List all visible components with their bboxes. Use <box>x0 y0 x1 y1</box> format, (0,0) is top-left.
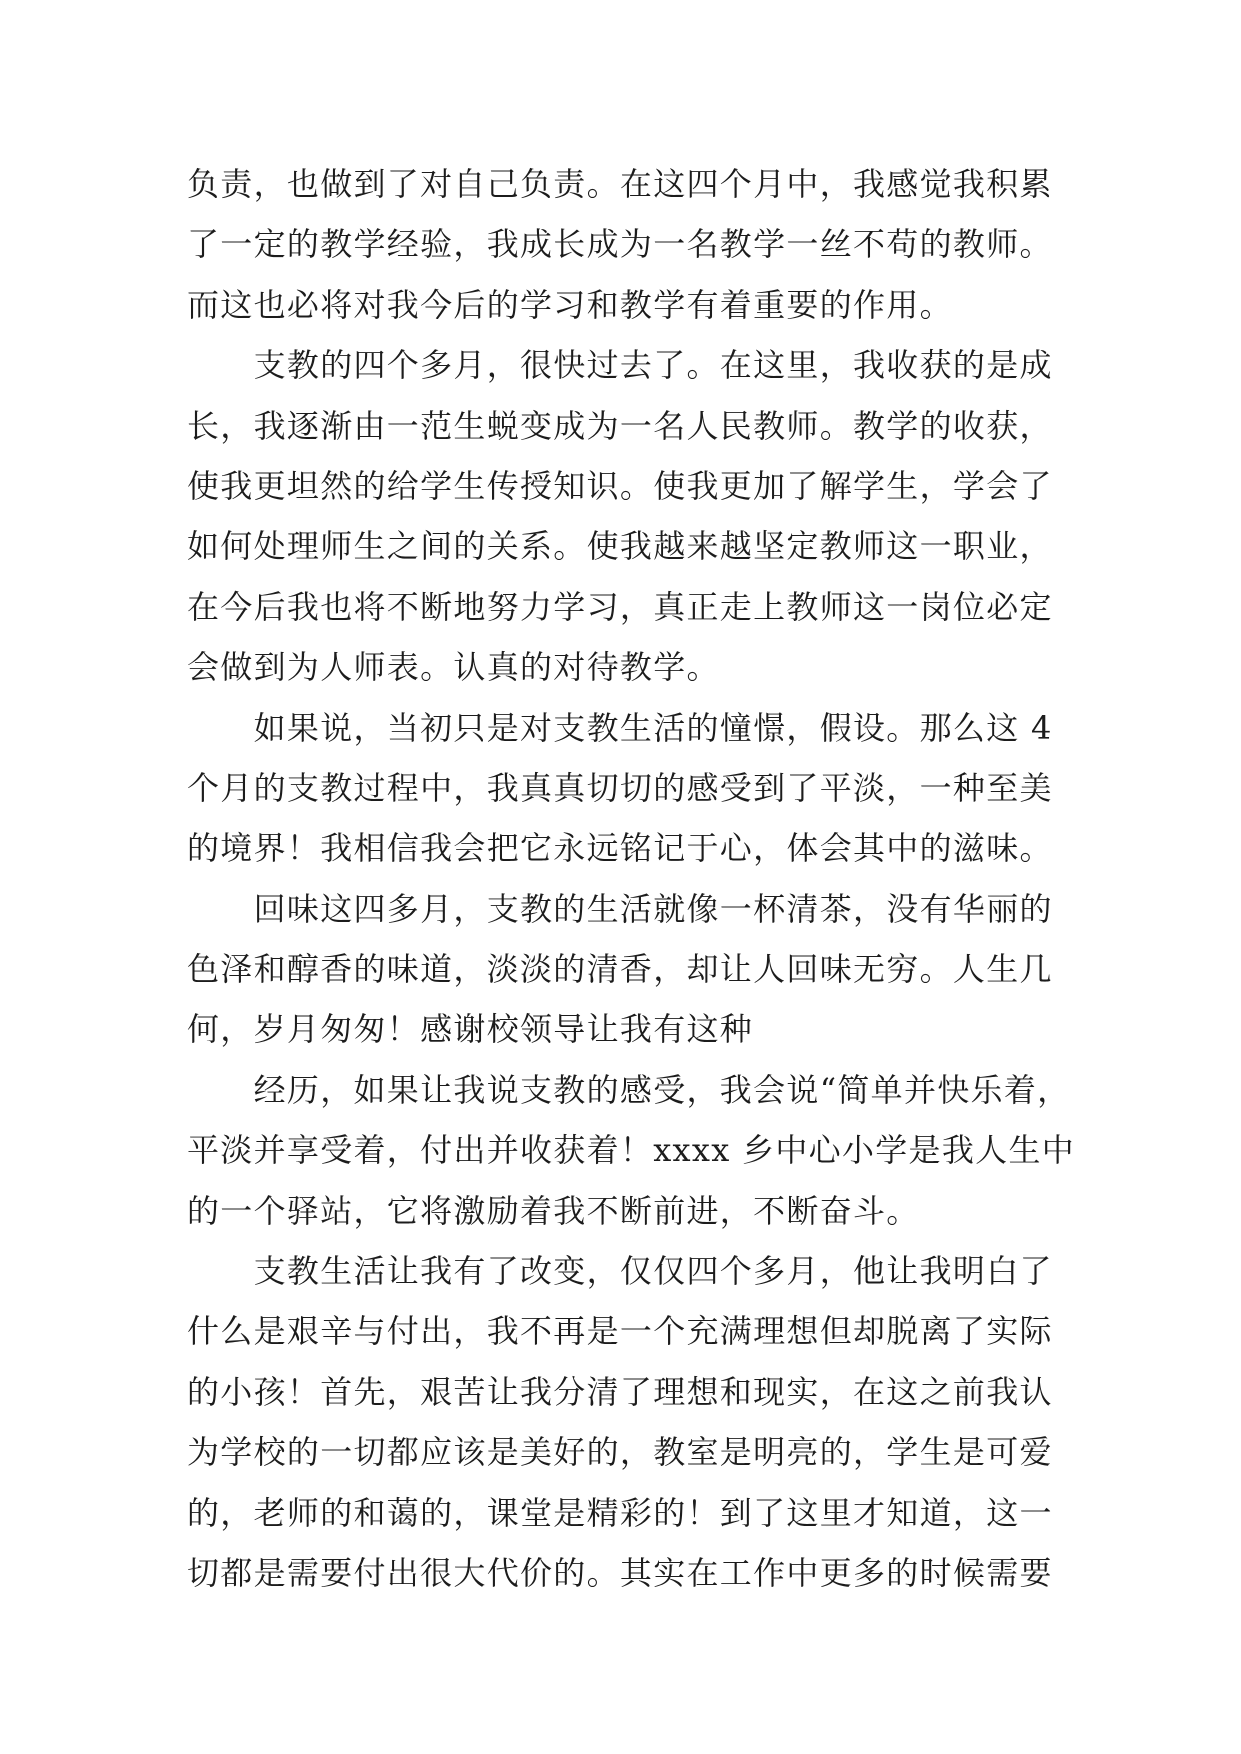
paragraph <box>187 335 1087 697</box>
text-line: 负责，也做到了对自己负责。在这四个月中，我感觉我积累 <box>187 165 1053 203</box>
text-line: 如何处理师生之间的关系。使我越来越坚定教师这一职业， <box>187 527 1053 566</box>
paragraph <box>187 1060 1087 1241</box>
text-line: 切都是需要付出很大代价的。其实在工作中更多的时候需要 <box>187 1553 1053 1592</box>
text-line: 什么是艰辛与付出，我不再是一个充满理想但却脱离了实际 <box>187 1312 1053 1351</box>
text-line: 会做到为人师表。认真的对待教学。 <box>187 648 720 687</box>
text-line: 经历，如果让我说支教的感受，我会说“简单并快乐着， <box>253 1070 1071 1109</box>
text-line: 使我更坦然的给学生传授知识。使我更加了解学生，学会了 <box>187 466 1053 505</box>
text-line: 何，岁月匆匆！感谢校领导让我有这种 <box>187 1010 754 1049</box>
text-line: 支教的四个多月，很快过去了。在这里，我收获的是成 <box>253 346 1053 385</box>
paragraph <box>187 1241 1087 1603</box>
text-line: 长，我逐渐由一范生蜕变成为一名人民教师。教学的收获， <box>187 406 1053 445</box>
text-line: 色泽和醇香的味道，淡淡的清香，却让人回味无穷。人生几 <box>187 950 1053 989</box>
text-line: 为学校的一切都应该是美好的，教室是明亮的，学生是可爱 <box>187 1433 1053 1472</box>
document-body <box>187 154 1087 1603</box>
paragraph <box>187 879 1087 1060</box>
text-line: 平淡并享受着，付出并收获着！xxxx 乡中心小学是我人生中 <box>187 1131 1076 1170</box>
paragraph <box>187 698 1087 879</box>
paragraph <box>187 154 1087 335</box>
text-line: 的境界！我相信我会把它永远铭记于心，体会其中的滋味。 <box>187 829 1053 868</box>
text-line: 而这也必将对我今后的学习和教学有着重要的作用。 <box>187 285 953 324</box>
text-line: 的，老师的和蔼的，课堂是精彩的！到了这里才知道，这一 <box>187 1493 1053 1532</box>
text-line: 的小孩！首先，艰苦让我分清了理想和现实，在这之前我认 <box>187 1372 1053 1411</box>
text-line: 的一个驿站，它将激励着我不断前进，不断奋斗。 <box>187 1191 920 1230</box>
text-line: 了一定的教学经验，我成长成为一名教学一丝不苟的教师。 <box>187 225 1053 264</box>
text-line: 个月的支教过程中，我真真切切的感受到了平淡，一种至美 <box>187 768 1053 807</box>
text-line: 支教生活让我有了改变，仅仅四个多月，他让我明白了 <box>253 1252 1053 1291</box>
text-line: 如果说，当初只是对支教生活的憧憬，假设。那么这 4 <box>253 708 1053 747</box>
text-line: 在今后我也将不断地努力学习，真正走上教师这一岗位必定 <box>187 587 1053 626</box>
text-line: 回味这四多月，支教的生活就像一杯清茶，没有华丽的 <box>253 889 1053 928</box>
